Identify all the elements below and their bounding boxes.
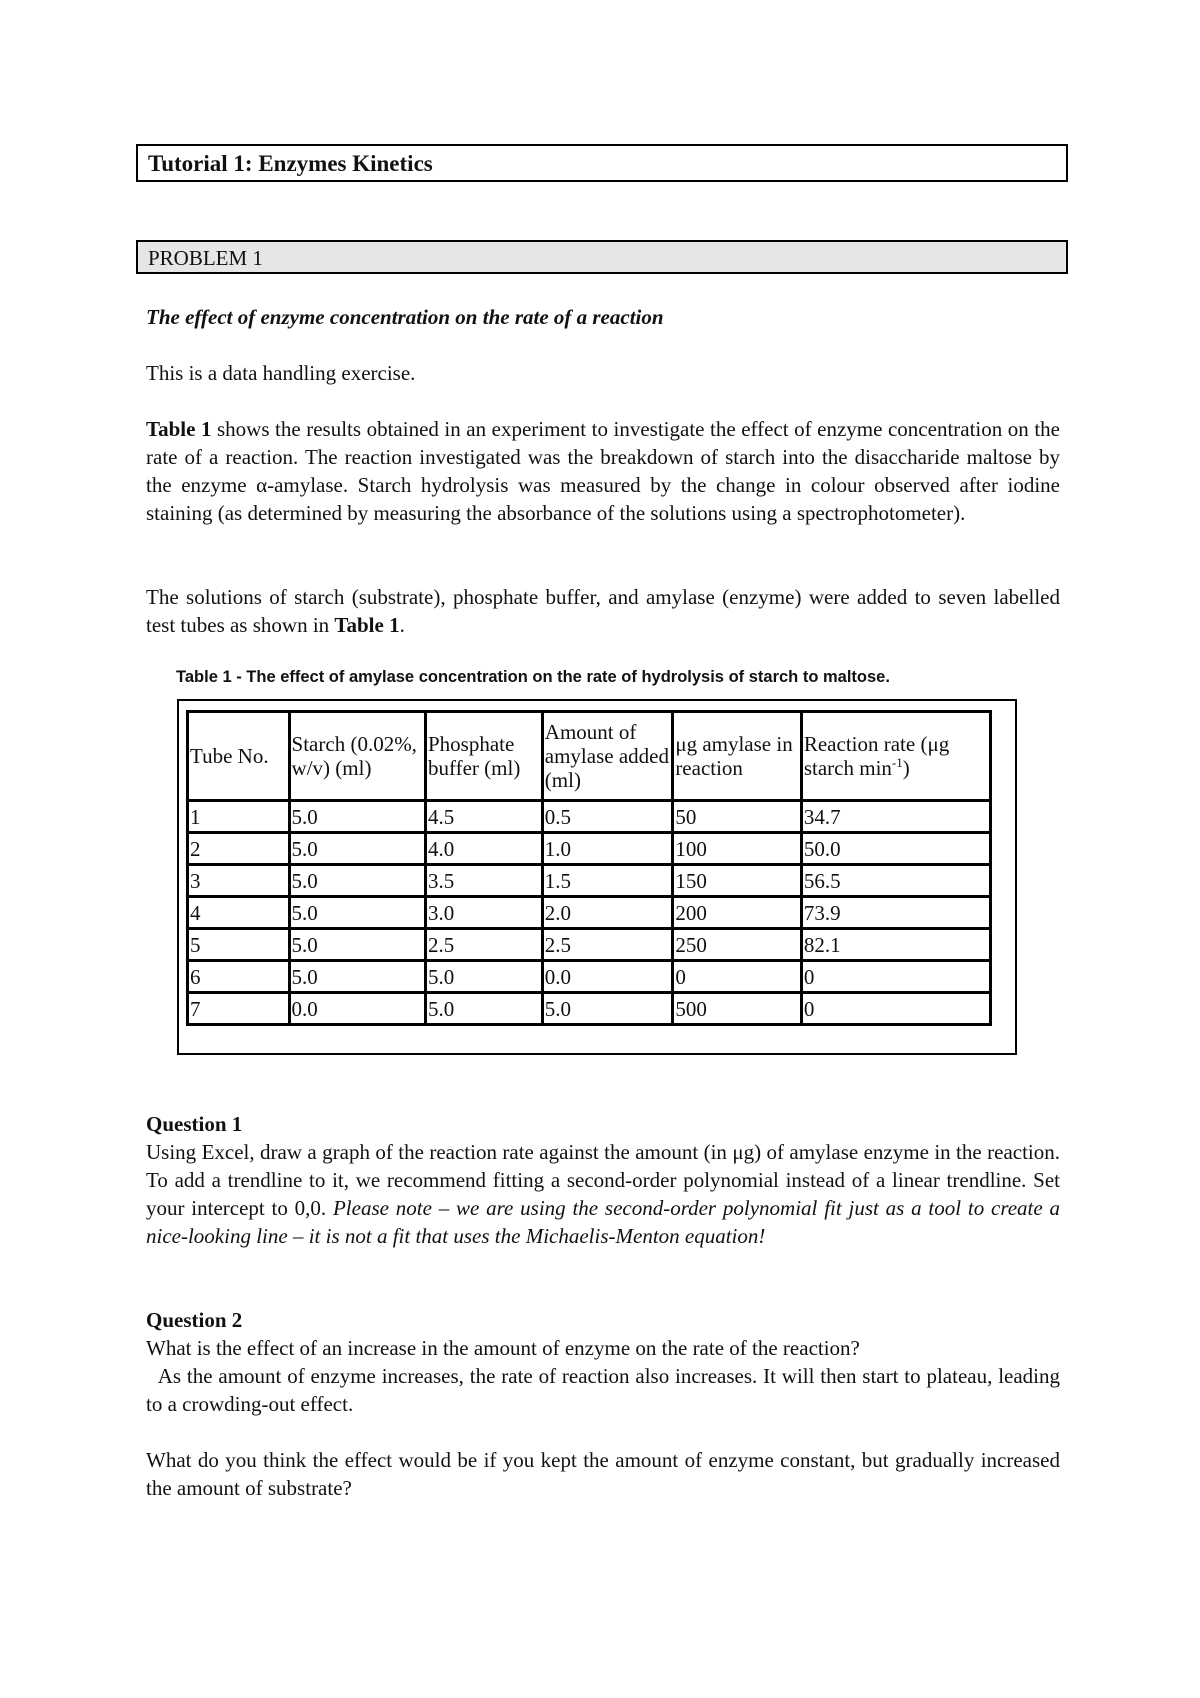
table-cell-reaction-rate: 34.7 [801, 801, 990, 833]
header-starch: Starch (0.02%, w/v) (ml) [289, 712, 425, 801]
table-cell-reaction-rate: 50.0 [801, 833, 990, 865]
table-cell-ug-amylase: 200 [673, 897, 802, 929]
table-cell-ug-amylase: 50 [673, 801, 802, 833]
question1-heading: Question 1 [146, 1112, 243, 1136]
table-cell-phosphate-buffer: 5.0 [426, 961, 543, 993]
table-header-row [188, 712, 991, 801]
table-cell-ug-amylase: 500 [673, 993, 802, 1025]
table-cell-phosphate-buffer: 4.0 [426, 833, 543, 865]
table-cell-ug-amylase: 0 [673, 961, 802, 993]
solutions-end: . [399, 613, 405, 637]
table-cell-reaction-rate: 0 [801, 993, 990, 1025]
header-reaction-rate [801, 712, 990, 801]
table-cell-ug-amylase: 150 [673, 865, 802, 897]
table-cell-phosphate-buffer: 4.5 [426, 801, 543, 833]
table-cell-tube-no: 4 [188, 897, 290, 929]
question2-answer [146, 1362, 1060, 1418]
table-cell-reaction-rate: 73.9 [801, 897, 990, 929]
problem-subtitle: The effect of enzyme concentration on the rate of a reaction [146, 305, 664, 329]
table-row [188, 833, 991, 865]
header-reaction-rate-tail: ) [902, 756, 910, 780]
table-cell-ug-amylase: 100 [673, 833, 802, 865]
table1-description-paragraph [146, 415, 1060, 527]
question1-body [146, 1138, 1060, 1250]
table-cell-amylase-amount: 1.5 [542, 865, 673, 897]
table-cell-starch: 5.0 [289, 833, 425, 865]
table-cell-tube-no: 5 [188, 929, 290, 961]
question2-followup: What do you think the effect would be if you kept the amount of enzyme constant, but gradually increased the amount of substrate? [146, 1448, 1060, 1500]
header-ug-amylase: μg amylase in reaction [673, 712, 802, 801]
table-cell-amylase-amount: 0.5 [542, 801, 673, 833]
question1-note: Please note – we are using the second-order polynomial fit just as a tool to create a nice-looking line – it is not a fit that uses the Michaelis-Menton equation! [146, 1196, 1060, 1248]
table-row [188, 961, 991, 993]
question1-text: Using Excel, draw a graph of the reaction rate against the amount (in μg) of amylase enzyme in the reaction. To add a trendline to it, we recommend fitting a second-order polynomial instead of a linear trendline. Set your intercept to 0,0. [146, 1140, 1060, 1220]
problem-label: PROBLEM 1 [136, 240, 1068, 274]
data-table [186, 710, 992, 1026]
question2-heading: Question 2 [146, 1308, 243, 1332]
table-cell-ug-amylase: 250 [673, 929, 802, 961]
header-reaction-rate-text: Reaction rate (μg starch min [803, 732, 950, 780]
header-phosphate-buffer: Phosphate buffer (ml) [426, 712, 543, 801]
table1-reference: Table 1 [146, 417, 212, 441]
table-cell-starch: 5.0 [289, 801, 425, 833]
table-cell-starch: 5.0 [289, 961, 425, 993]
table-body [188, 801, 991, 1025]
table-cell-amylase-amount: 2.5 [542, 929, 673, 961]
table-cell-phosphate-buffer: 2.5 [426, 929, 543, 961]
table-row [188, 801, 991, 833]
table-cell-starch: 0.0 [289, 993, 425, 1025]
solutions-text: The solutions of starch (substrate), phosphate buffer, and amylase (enzyme) were added to seven labelled test tubes as shown in [146, 585, 1060, 637]
table-cell-amylase-amount: 2.0 [542, 897, 673, 929]
table-cell-phosphate-buffer: 5.0 [426, 993, 543, 1025]
solutions-table-reference: Table 1 [334, 613, 400, 637]
table-cell-tube-no: 2 [188, 833, 290, 865]
table-cell-phosphate-buffer: 3.5 [426, 865, 543, 897]
header-reaction-rate-exponent: -1 [891, 755, 903, 770]
table-cell-starch: 5.0 [289, 865, 425, 897]
table-row [188, 865, 991, 897]
table-row [188, 929, 991, 961]
header-tube-no: Tube No. [188, 712, 290, 801]
table-cell-reaction-rate: 56.5 [801, 865, 990, 897]
table-cell-starch: 5.0 [289, 897, 425, 929]
question2-prompt: What is the effect of an increase in the amount of enzyme on the rate of the reaction? [146, 1336, 860, 1360]
table-cell-tube-no: 6 [188, 961, 290, 993]
question2-answer-text: As the amount of enzyme increases, the rate of reaction also increases. It will then start to plateau, leading to a crowding-out effect. [146, 1364, 1061, 1416]
tutorial-title: Tutorial 1: Enzymes Kinetics [136, 144, 1068, 182]
table-cell-amylase-amount: 0.0 [542, 961, 673, 993]
table-cell-phosphate-buffer: 3.0 [426, 897, 543, 929]
table-cell-tube-no: 7 [188, 993, 290, 1025]
table-row [188, 993, 991, 1025]
table-cell-reaction-rate: 82.1 [801, 929, 990, 961]
table-cell-starch: 5.0 [289, 929, 425, 961]
table-cell-amylase-amount: 1.0 [542, 833, 673, 865]
intro-paragraph: This is a data handling exercise. [146, 361, 416, 385]
table-row [188, 897, 991, 929]
table-cell-amylase-amount: 5.0 [542, 993, 673, 1025]
table1-description-text: shows the results obtained in an experiment to investigate the effect of enzyme concentration on the rate of a reaction. The reaction investigated was the breakdown of starch into the disaccharide maltose by the enzyme α-amylase. Starch hydrolysis was measured by the change in colour observed after iodine staining (as determined by measuring the absorbance of the solutions using a spectrophotometer). [146, 417, 1060, 525]
table-caption: Table 1 - The effect of amylase concentration on the rate of hydrolysis of starch to maltose. [176, 668, 890, 686]
table-cell-tube-no: 3 [188, 865, 290, 897]
table-cell-reaction-rate: 0 [801, 961, 990, 993]
solutions-paragraph [146, 583, 1060, 639]
table-cell-tube-no: 1 [188, 801, 290, 833]
header-amylase-amount: Amount of amylase added (ml) [542, 712, 673, 801]
